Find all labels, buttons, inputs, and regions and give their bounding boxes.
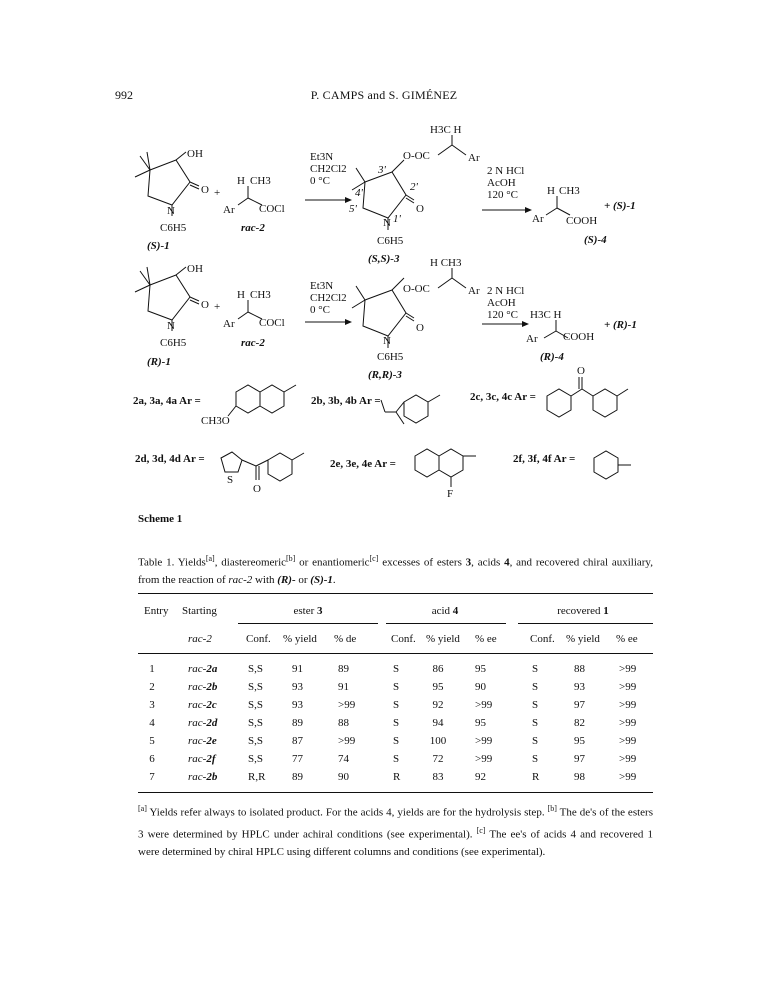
svg-text:Ar: Ar xyxy=(526,333,538,345)
running-head-authors: P. CAMPS and S. GIMÉNEZ xyxy=(310,88,458,102)
cell-c1: S,S xyxy=(248,753,263,765)
cell-entry: 3 xyxy=(149,699,155,711)
cell-y1: 89 xyxy=(292,771,303,783)
svg-text:2 N HCl: 2 N HCl xyxy=(487,165,525,177)
cell-y1: 89 xyxy=(292,717,303,729)
svg-text:2a, 3a, 4a Ar =: 2a, 3a, 4a Ar = xyxy=(133,395,201,407)
cell-c1: R,R xyxy=(248,771,266,783)
cell-y2: 72 xyxy=(432,753,444,765)
cell-entry: 7 xyxy=(149,771,155,783)
cell-y2: 83 xyxy=(432,771,444,783)
cell-ee3: >99 xyxy=(619,663,637,675)
cell-c3: S xyxy=(532,717,539,729)
cell-entry: 5 xyxy=(149,735,155,747)
cell-y2: 100 xyxy=(429,735,447,747)
svg-text:O: O xyxy=(253,483,261,495)
cell-c3: S xyxy=(532,753,539,765)
cell-y2: 86 xyxy=(432,663,444,675)
svg-text:120 °C: 120 °C xyxy=(487,189,518,201)
row1-n: N xyxy=(167,205,175,217)
starting-reagent: rac-2b xyxy=(188,771,218,783)
row1-ester-top: H3C H xyxy=(430,124,462,136)
svg-text:CH3O: CH3O xyxy=(201,415,230,427)
starting-reagent: rac-2a xyxy=(188,663,218,675)
svg-text:O-OC: O-OC xyxy=(403,283,430,295)
svg-text:Et3N: Et3N xyxy=(310,151,334,163)
row1-arrow2 xyxy=(482,165,532,213)
cell-ee3: >99 xyxy=(619,771,637,783)
svg-text:0 °C: 0 °C xyxy=(310,304,330,316)
starting-reagent: rac-2c xyxy=(188,699,217,711)
subheader-conf-acid: Conf. xyxy=(391,633,416,645)
cell-y3: 93 xyxy=(574,681,585,693)
svg-text:N: N xyxy=(167,320,175,332)
cell-c2: R xyxy=(393,771,401,783)
cell-y1: 87 xyxy=(292,735,303,747)
row1-acid-label: (S)-4 xyxy=(584,234,607,246)
row1-reagent-ch3: CH3 xyxy=(250,175,271,187)
cell-ee3: >99 xyxy=(619,717,637,729)
svg-text:C6H5: C6H5 xyxy=(160,337,187,349)
svg-text:Ar: Ar xyxy=(532,213,544,225)
svg-text:S: S xyxy=(227,474,234,486)
svg-text:2 N HCl: 2 N HCl xyxy=(487,285,525,297)
cell-ee2: >99 xyxy=(475,753,493,765)
aryl-e xyxy=(330,449,476,500)
starting-reagent: rac-2b xyxy=(188,681,218,693)
svg-text:C6H5: C6H5 xyxy=(377,235,404,247)
row2-recovered: + (R)-1 xyxy=(604,319,637,331)
subheader-rac: rac-2 xyxy=(188,633,212,645)
cell-ee2: >99 xyxy=(475,735,493,747)
svg-text:O: O xyxy=(416,322,424,334)
cell-c3: S xyxy=(532,735,539,747)
cell-ee2: 92 xyxy=(475,771,486,783)
row1-phenyl: C6H5 xyxy=(160,222,187,234)
row2-acid-label: (R)-4 xyxy=(540,351,564,363)
cell-c2: S xyxy=(393,663,400,675)
row1-recovered: + (S)-1 xyxy=(604,200,636,212)
cell-c2: S xyxy=(393,699,400,711)
cell-de: 74 xyxy=(338,753,349,765)
cell-de: >99 xyxy=(338,735,356,747)
subheader-yield-acid: % yield xyxy=(426,633,460,645)
cell-y2: 95 xyxy=(432,681,444,693)
table-caption: Table 1. Yields[a], diastereomeric[b] or enantiomeric[c] excesses of esters 3, acids 4, and recovered chiral auxiliary, from the reaction of rac-2 with (R)- or (S)-1. xyxy=(138,554,653,586)
row1-start-label: (S)-1 xyxy=(147,240,170,252)
row1-ester-ar: Ar xyxy=(468,152,480,164)
cell-c1: S,S xyxy=(248,699,263,711)
header-acid: acid 4 xyxy=(431,605,459,617)
cell-de: 91 xyxy=(338,681,349,693)
cell-entry: 2 xyxy=(149,681,155,693)
row2-acid xyxy=(526,309,637,363)
cell-entry: 6 xyxy=(149,753,155,765)
aryl-f xyxy=(513,451,631,479)
cell-y1: 93 xyxy=(292,699,303,711)
cell-de: >99 xyxy=(338,699,356,711)
cell-y3: 97 xyxy=(574,753,585,765)
row2-arrow1 xyxy=(305,280,352,325)
subheader-conf-recovered: Conf. xyxy=(530,633,555,645)
svg-text:N: N xyxy=(383,217,391,229)
cell-c2: S xyxy=(393,735,400,747)
cell-de: 88 xyxy=(338,717,349,729)
cell-y1: 77 xyxy=(292,753,303,765)
cell-c2: S xyxy=(393,717,400,729)
svg-text:H: H xyxy=(237,289,245,301)
row1-reagent-ar: Ar xyxy=(223,204,235,216)
row1-ester-label: (S,S)-3 xyxy=(368,253,400,265)
header-ester: ester 3 xyxy=(293,605,323,617)
row1-reagent-h: H xyxy=(237,175,245,187)
svg-text:C6H5: C6H5 xyxy=(377,351,404,363)
cell-y3: 98 xyxy=(574,771,585,783)
cell-y3: 88 xyxy=(574,663,585,675)
svg-text:Ar: Ar xyxy=(223,318,235,330)
svg-text:O: O xyxy=(577,365,585,377)
svg-text:1': 1' xyxy=(393,213,401,225)
subheader-conf-ester: Conf. xyxy=(246,633,271,645)
svg-text:2b, 3b, 4b Ar =: 2b, 3b, 4b Ar = xyxy=(311,395,381,407)
cell-entry: 1 xyxy=(149,663,155,675)
subheader-yield-ester: % yield xyxy=(283,633,317,645)
cell-ee2: 95 xyxy=(475,663,486,675)
cell-y2: 94 xyxy=(432,717,444,729)
cell-c2: S xyxy=(393,681,400,693)
cell-ee3: >99 xyxy=(619,699,637,711)
svg-text:4': 4' xyxy=(355,187,363,199)
cell-c2: S xyxy=(393,753,400,765)
row1-acid xyxy=(532,185,636,246)
results-table xyxy=(138,593,653,793)
cell-y2: 92 xyxy=(432,699,444,711)
row1-arrow1 xyxy=(305,151,352,203)
svg-text:2': 2' xyxy=(410,181,418,193)
aryl-d xyxy=(135,452,304,495)
cell-de: 89 xyxy=(338,663,349,675)
svg-text:0 °C: 0 °C xyxy=(310,175,330,187)
row2-starting-auxiliary xyxy=(135,263,209,368)
svg-text:120 °C: 120 °C xyxy=(487,309,518,321)
svg-text:H: H xyxy=(547,185,555,197)
row1-acid-chloride xyxy=(214,175,285,234)
row2-ester-label: (R,R)-3 xyxy=(368,369,402,381)
cell-c1: S,S xyxy=(248,663,263,675)
header-entry: Entry xyxy=(144,605,169,617)
svg-text:5': 5' xyxy=(349,203,357,215)
svg-text:AcOH: AcOH xyxy=(487,177,516,189)
svg-text:H CH3: H CH3 xyxy=(430,257,462,269)
cell-de: 90 xyxy=(338,771,349,783)
svg-text:Et3N: Et3N xyxy=(310,280,334,292)
header-recovered: recovered 1 xyxy=(557,605,609,617)
row2-arrow2 xyxy=(482,285,529,327)
svg-text:3': 3' xyxy=(378,164,386,176)
cell-y1: 93 xyxy=(292,681,303,693)
cell-ee2: 90 xyxy=(475,681,486,693)
starting-reagent: rac-2d xyxy=(188,717,218,729)
svg-text:OH: OH xyxy=(187,263,203,275)
cell-y3: 97 xyxy=(574,699,585,711)
row1-reagent-cocl: COCl xyxy=(259,203,285,215)
starting-reagent: rac-2f xyxy=(188,753,216,765)
svg-text:COCl: COCl xyxy=(259,317,285,329)
svg-text:H3C H: H3C H xyxy=(530,309,562,321)
scheme-caption: Scheme 1 xyxy=(138,513,183,525)
aryl-a xyxy=(133,385,296,427)
svg-text:CH3: CH3 xyxy=(250,289,271,301)
cell-y1: 91 xyxy=(292,663,303,675)
table-footnotes: [a] Yields refer always to isolated product. For the acids 4, yields are for the hydrolysis step. [b] The de's of the esters 3 were determined by HPLC under achiral conditions (see experimental). [c] The ee's of acids 4 and recovered 1 were determined by chiral HPLC using different columns and conditions (see experimental). xyxy=(138,804,653,859)
cell-c1: S,S xyxy=(248,735,263,747)
svg-text:CH2Cl2: CH2Cl2 xyxy=(310,163,347,175)
svg-text:CH3: CH3 xyxy=(559,185,580,197)
row1-ester-ooc: O-OC xyxy=(403,150,430,162)
row2-ester xyxy=(352,257,480,381)
aryl-c xyxy=(470,365,628,417)
svg-text:2c, 3c, 4c Ar =: 2c, 3c, 4c Ar = xyxy=(470,391,536,403)
svg-text:2d, 3d, 4d Ar =: 2d, 3d, 4d Ar = xyxy=(135,453,205,465)
header-starting: Starting xyxy=(182,605,217,617)
svg-text:F: F xyxy=(447,488,454,500)
cell-c3: S xyxy=(532,699,539,711)
svg-text:2f, 3f, 4f Ar =: 2f, 3f, 4f Ar = xyxy=(513,453,576,465)
svg-text:COOH: COOH xyxy=(563,331,595,343)
svg-text:AcOH: AcOH xyxy=(487,297,516,309)
cell-c1: S,S xyxy=(248,681,263,693)
starting-reagent: rac-2e xyxy=(188,735,217,747)
cell-ee2: >99 xyxy=(475,699,493,711)
cell-c3: S xyxy=(532,663,539,675)
cell-c1: S,S xyxy=(248,717,263,729)
subheader-ee-recovered: % ee xyxy=(616,633,638,645)
cell-ee3: >99 xyxy=(619,753,637,765)
svg-text:+: + xyxy=(214,301,221,313)
cell-ee3: >99 xyxy=(619,681,637,693)
subheader-yield-recovered: % yield xyxy=(566,633,600,645)
subheader-de: % de xyxy=(334,633,357,645)
cell-ee3: >99 xyxy=(619,735,637,747)
row1-oh: OH xyxy=(187,148,203,160)
cell-y3: 95 xyxy=(574,735,585,747)
cell-c3: S xyxy=(532,681,539,693)
svg-text:O: O xyxy=(416,203,424,215)
svg-text:2e, 3e, 4e Ar =: 2e, 3e, 4e Ar = xyxy=(330,458,396,470)
cell-y3: 82 xyxy=(574,717,585,729)
svg-text:N: N xyxy=(383,335,391,347)
page-number: 992 xyxy=(115,88,133,102)
row1-starting-auxiliary xyxy=(135,148,209,252)
svg-text:O: O xyxy=(201,299,209,311)
row2-start-label: (R)-1 xyxy=(147,356,171,368)
row2-acid-chloride xyxy=(214,289,285,349)
row1-ketone-o: O xyxy=(201,184,209,196)
aryl-b xyxy=(311,395,440,424)
svg-text:COOH: COOH xyxy=(566,215,598,227)
row1-reagent-label: rac-2 xyxy=(241,222,265,234)
cell-entry: 4 xyxy=(149,717,155,729)
row1-ester xyxy=(349,124,480,265)
cell-c3: R xyxy=(532,771,540,783)
subheader-ee-acid: % ee xyxy=(475,633,497,645)
svg-text:Ar: Ar xyxy=(468,285,480,297)
row1-plus: + xyxy=(214,187,221,199)
cell-ee2: 95 xyxy=(475,717,486,729)
row2-reagent-label: rac-2 xyxy=(241,337,265,349)
svg-text:CH2Cl2: CH2Cl2 xyxy=(310,292,347,304)
